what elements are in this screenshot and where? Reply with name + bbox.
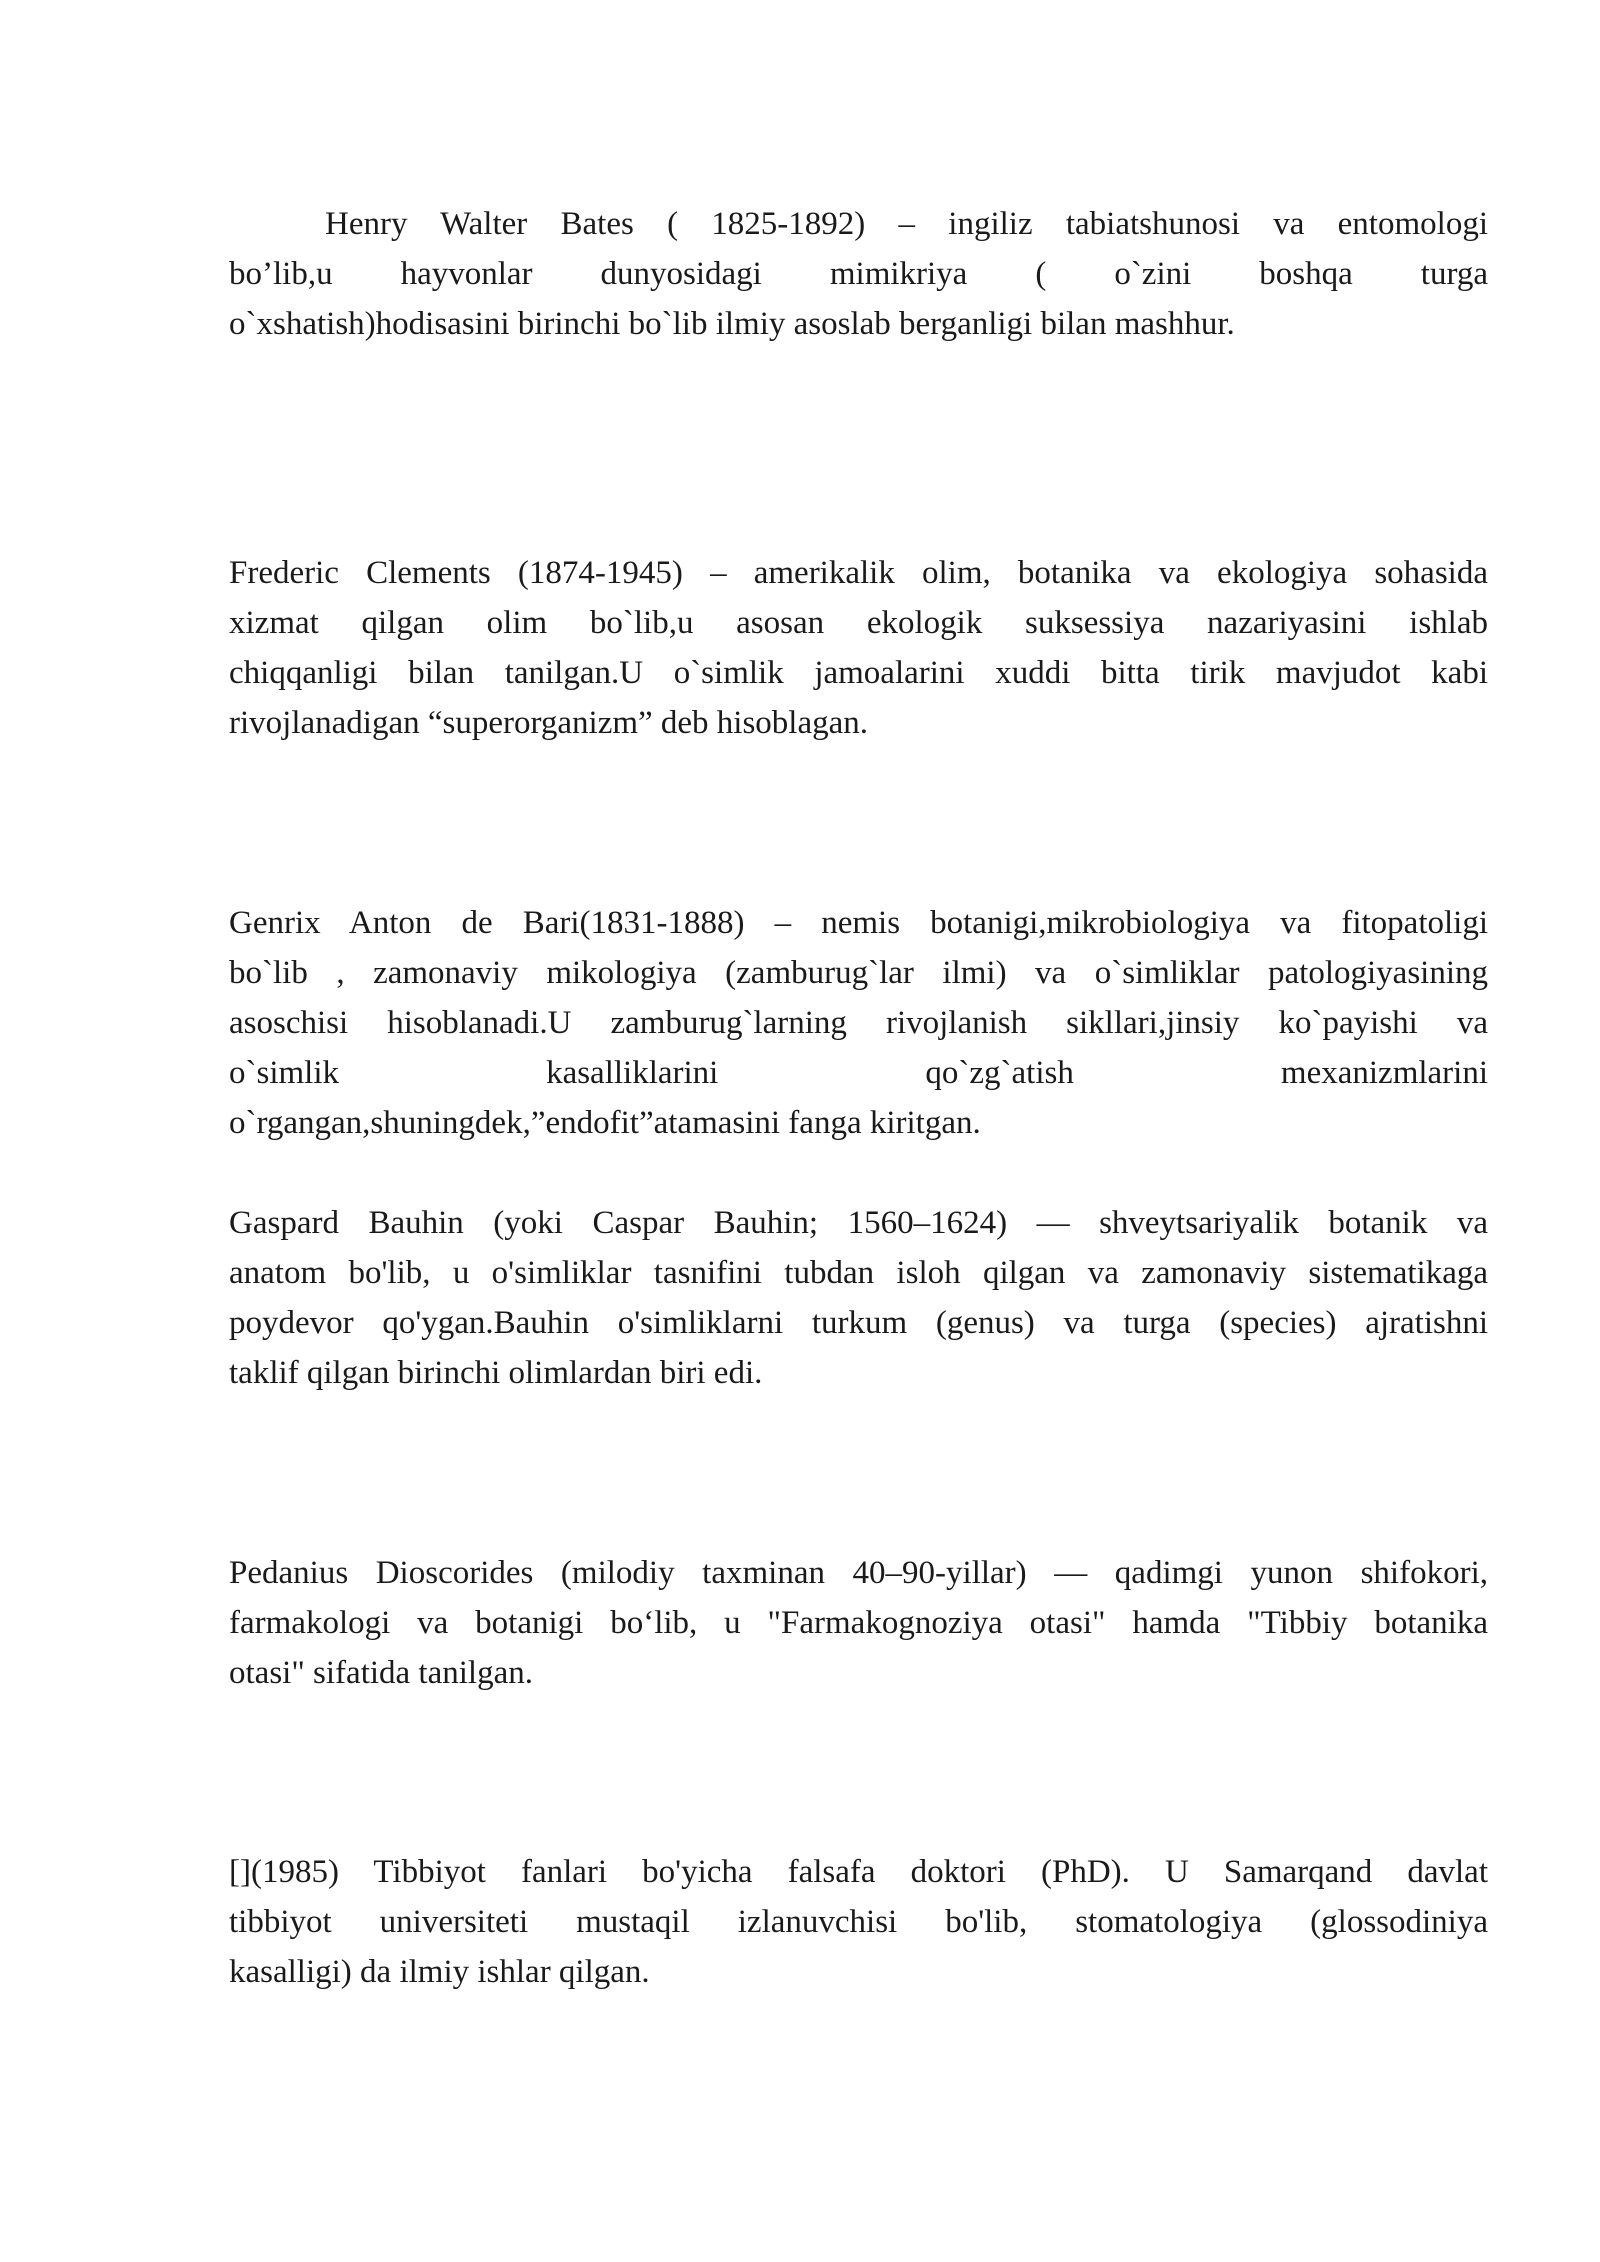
text-line: taklif qilgan birinchi olimlardan biri edi. [229,1355,763,1391]
text-line: o`rgangan,shuningdek,”endofit”atamasini fanga kiritgan. [229,1105,981,1141]
text-line: o`xshatish)hodisasini birinchi bo`lib ilmiy asoslab berganligi bilan mashhur. [229,306,1235,342]
text-line: Frederic Clements (1874-1945) – amerikalik olim, botanika va ekologiya sohasida [229,555,1488,591]
text-line: bo’lib,u hayvonlar dunyosidagi mimikriya ( o`zini boshqa turga [229,256,1488,292]
text-line: Pedanius Dioscorides (milodiy taxminan 40–90-yillar) — qadimgi yunon shifokori, [229,1555,1488,1591]
paragraph-dioscorides [229,1548,1488,1698]
text-line: o`simlik kasalliklarini qo`zg`atish mexanizmlarini [229,1055,1488,1091]
text-line: farmakologi va botanigi bo‘lib, u "Farmakognoziya otasi" hamda "Tibbiy botanika [229,1605,1488,1641]
text-line: Henry Walter Bates ( 1825-1892) – ingiliz tabiatshunosi va entomologi [325,206,1488,242]
text-line: tibbiyot universiteti mustaqil izlanuvchisi bo'lib, stomatologiya (glossodiniya [229,1904,1488,1940]
paragraph-clements [229,548,1488,748]
text-line: bo`lib , zamonaviy mikologiya (zamburug`lar ilmi) va o`simliklar patologiyasining [229,955,1488,991]
paragraph-phd [229,1847,1488,1997]
paragraph-bates [229,199,1488,349]
text-line: anatom bo'lib, u o'simliklar tasnifini tubdan isloh qilgan va zamonaviy sistematikaga [229,1255,1488,1291]
text-line: asoschisi hisoblanadi.U zamburug`larning rivojlanish sikllari,jinsiy ko`payishi va [229,1005,1488,1041]
paragraph-de-bari [229,898,1488,1148]
text-line: poydevor qo'ygan.Bauhin o'simliklarni turkum (genus) va turga (species) ajratishni [229,1305,1488,1341]
text-line: chiqqanligi bilan tanilgan.U o`simlik jamoalarini xuddi bitta tirik mavjudot kabi [229,655,1488,691]
text-line: rivojlanadigan “superorganizm” deb hisoblagan. [229,705,869,741]
text-line: Gaspard Bauhin (yoki Caspar Bauhin; 1560–1624) — shveytsariyalik botanik va [229,1205,1488,1241]
text-line: Genrix Anton de Bari(1831-1888) – nemis botanigi,mikrobiologiya va fitopatoligi [229,905,1488,941]
text-line: xizmat qilgan olim bo`lib,u asosan ekologik suksessiya nazariyasini ishlab [229,605,1488,641]
paragraph-bauhin [229,1198,1488,1398]
text-line: [](1985) Tibbiyot fanlari bo'yicha falsafa doktori (PhD). U Samarqand davlat [229,1854,1488,1890]
text-line: kasalligi) da ilmiy ishlar qilgan. [229,1954,650,1990]
text-line: otasi" sifatida tanilgan. [229,1655,533,1691]
